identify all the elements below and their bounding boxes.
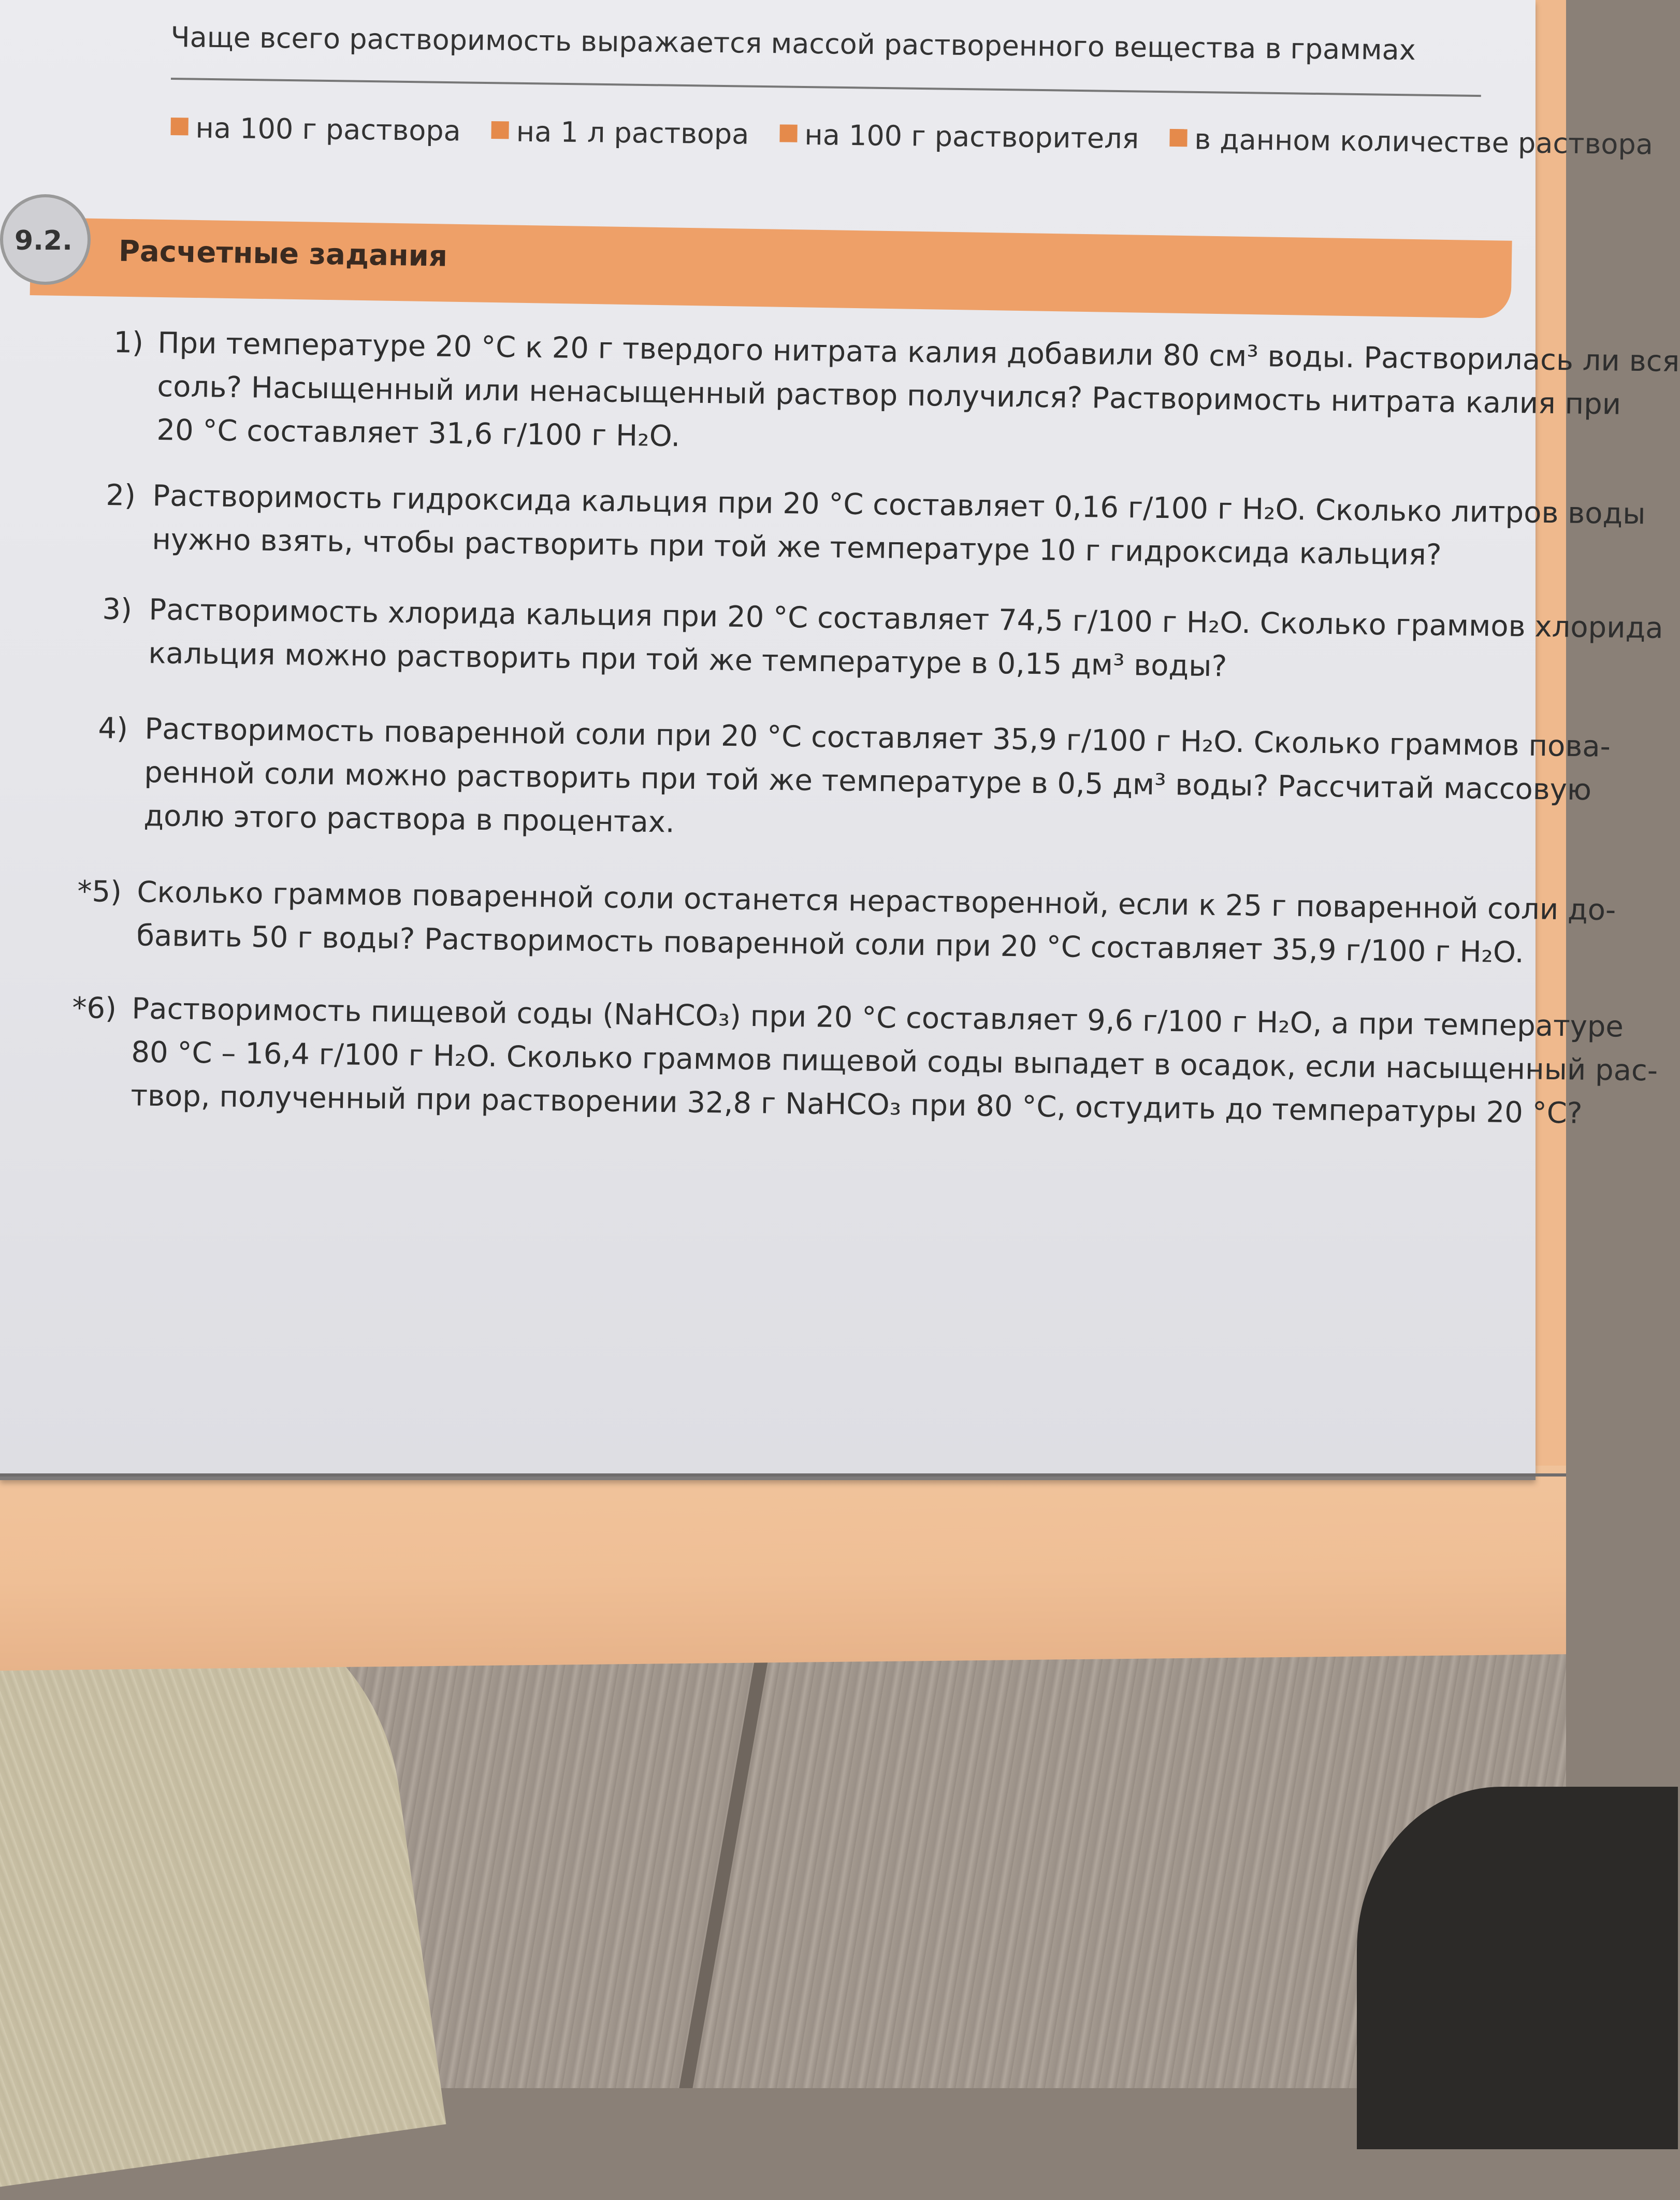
task-number: 1) [113,325,144,360]
task-text: Сколько граммов поваренной соли останется нерастворенной, если к 25 г поваренной соли до- бавить 50 г воды? Растворимость поваренной соли при 20 °С составляет 35,9 г/100 г H₂O. [136,875,1616,970]
answer-rule [171,78,1481,97]
section-title: Расчетные задания [118,234,448,273]
answer-option[interactable]: на 100 г растворителя [779,118,1139,155]
section-number-badge [0,194,91,285]
checkbox-square-icon [779,124,797,142]
intro-sentence: Чаще всего растворимость выражается массой растворенного вещества в граммах [170,21,1416,67]
checkbox-square-icon [170,118,188,135]
task-number: 4) [98,711,128,746]
task-number: *6) [72,991,117,1026]
checkbox-square-icon [491,121,509,139]
checkbox-square-icon [1169,129,1187,147]
answer-options [170,111,1675,161]
page-bottom-edge [0,1473,1566,1477]
task-number: *5) [77,874,122,909]
task-text: Растворимость поваренной соли при 20 °С составляет 35,9 г/100 г H₂O. Сколько граммов пова- ренной соли можно растворить при той же температуре в 0,5 дм³ воды? Рассчитай массовую долю этого раствора в процентах. [143,712,1611,840]
task-text: Растворимость хлорида кальция при 20 °С составляет 74,5 г/100 г H₂O. Сколько граммов хлорида кальция можно растворить при той же температуре в 0,15 дм³ воды? [148,593,1664,684]
task-text: При температуре 20 °С к 20 г твердого нитрата калия добавили 80 см³ воды. Растворилась ли вся соль? Насыщенный или ненасыщенный раствор получился? Растворимость нитрата калия при 20 °С составляет 31,6 г/100 г H₂O. [156,326,1680,454]
section-number: 9.2. [15,225,73,256]
answer-option[interactable]: на 1 л раствора [491,115,749,151]
answer-option[interactable]: на 100 г раствора [170,111,461,147]
task-number: 2) [106,478,136,513]
answer-option[interactable]: в данном количестве раствора [1169,123,1653,161]
dark-cloth [1357,1787,1678,2149]
task-text: Растворимость гидроксида кальция при 20 °С составляет 0,16 г/100 г H₂O. Сколько литров воды нужно взять, чтобы растворить при той же температуре 10 г гидроксида кальция? [152,479,1646,572]
task-text: Растворимость пищевой соды (NaHCO₃) при 20 °С составляет 9,6 г/100 г H₂O, а при температуре 80 °С – 16,4 г/100 г H₂O. Сколько граммов пищевой соды выпадет в осадок, если насыщенный рас- твор, полученный при растворении 32,8 г NaHCO₃ при 80 °С, остудить до температуры 20 °С? [131,992,1658,1131]
section-header-bar [30,218,1512,319]
task-number: 3) [102,592,133,627]
